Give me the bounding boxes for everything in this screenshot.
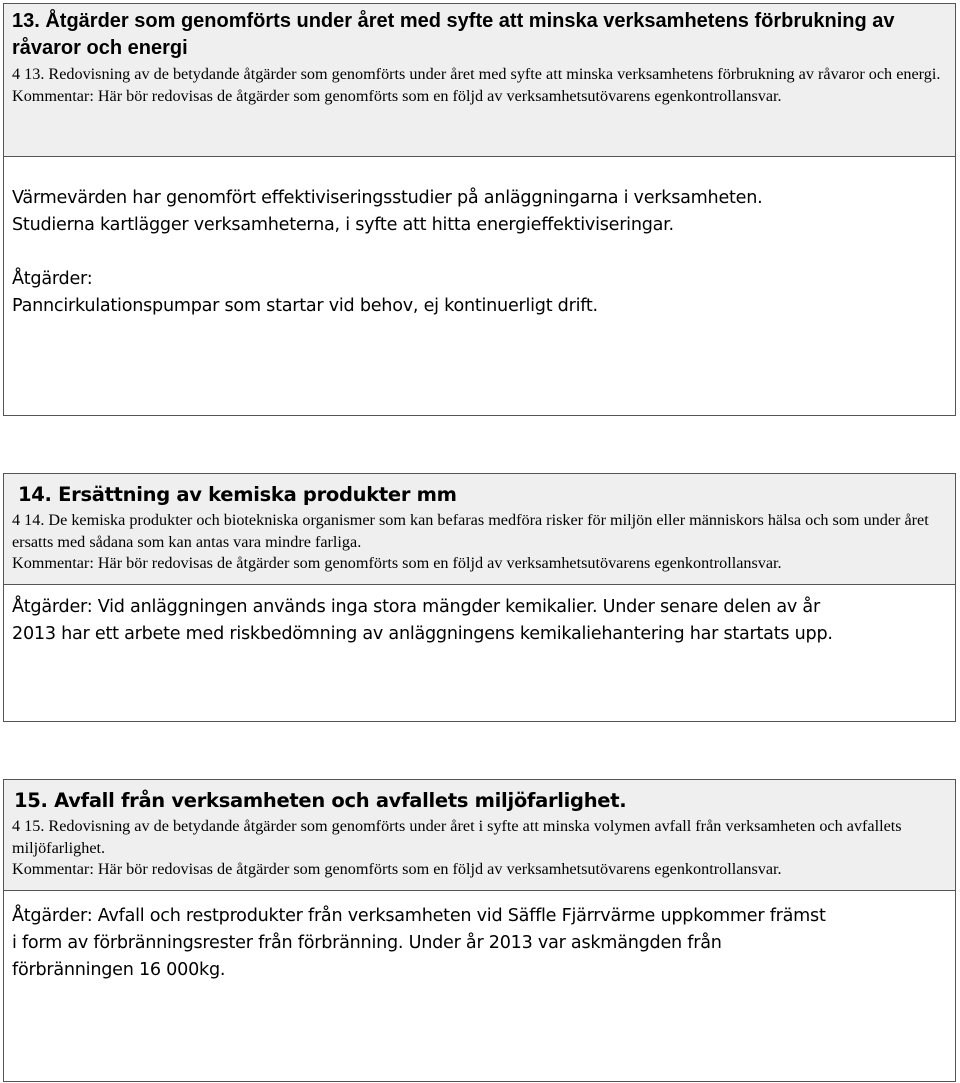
section-15-answer-line: Åtgärder: Avfall och restprodukter från verksamheten vid Säffle Fjärrvärme uppkommer främst [12,906,826,926]
section-14-title: 14. Ersättning av kemiska produkter mm [18,483,457,506]
section-15-description: 4 15. Redovisning av de betydande åtgärder som genomförts under året i syfte att minska volymen avfall från verksamheten och avfallets miljöfarlighet. [12,817,902,857]
section-15-header [3,779,956,891]
section-13-answer-line: Värmevärden har genomfört effektiviseringsstudier på anläggningarna i verksamheten. [12,188,763,208]
section-13-answer-line: Panncirkulationspumpar som startar vid behov, ej kontinuerligt drift. [12,296,598,316]
section-14-comment: Kommentar: Här bör redovisas de åtgärder som genomförts som en följd av verksamhetsutövarens egenkontrollansvar. [12,554,782,572]
section-15-answer-box [3,891,956,1082]
section-14 [3,473,956,722]
section-15-comment: Kommentar: Här bör redovisas de åtgärder som genomförts som en följd av verksamhetsutövarens egenkontrollansvar. [12,860,782,878]
section-15 [3,779,956,1082]
section-13-answer-line: Studierna kartlägger verksamheterna, i syfte att hitta energieffektiviseringar. [12,215,674,235]
section-13-comment: Kommentar: Här bör redovisas de åtgärder som genomförts som en följd av verksamhetsutövarens egenkontrollansvar. [12,86,782,105]
section-13-title: 13. Åtgärder som genomförts under året med syfte att minska verksamhetens förbrukning av råvaror och energi [12,10,895,59]
section-14-answer-box [3,585,956,722]
section-14-answer-line: 2013 har ett arbete med riskbedömning av anläggningens kemikaliehantering har startats upp. [12,624,833,644]
section-14-header [3,473,956,585]
section-13-header [3,3,956,157]
section-13-answer-box [3,157,956,416]
section-13-description: 4 13. Redovisning av de betydande åtgärder som genomförts under året med syfte att minska verksamhetens förbrukning av råvaror och energi. [12,65,941,83]
section-15-answer-line: förbränningen 16 000kg. [12,960,226,980]
section-13-answer-heading: Åtgärder: [12,269,93,289]
section-13-answer-line [12,239,947,266]
section-14-description: 4 14. De kemiska produkter och biotekniska organismer som kan befaras medföra risker för miljön eller människors hälsa och som under året ersatts med sådana som kan antas vara mindre farliga. [12,511,929,551]
section-15-title: 15. Avfall från verksamheten och avfallets miljöfarlighet. [14,789,627,812]
section-15-answer-line: i form av förbränningsrester från förbränning. Under år 2013 var askmängden från [12,933,722,953]
section-13 [3,3,956,416]
section-14-answer-line: Åtgärder: Vid anläggningen används inga stora mängder kemikalier. Under senare delen av år [12,597,820,617]
